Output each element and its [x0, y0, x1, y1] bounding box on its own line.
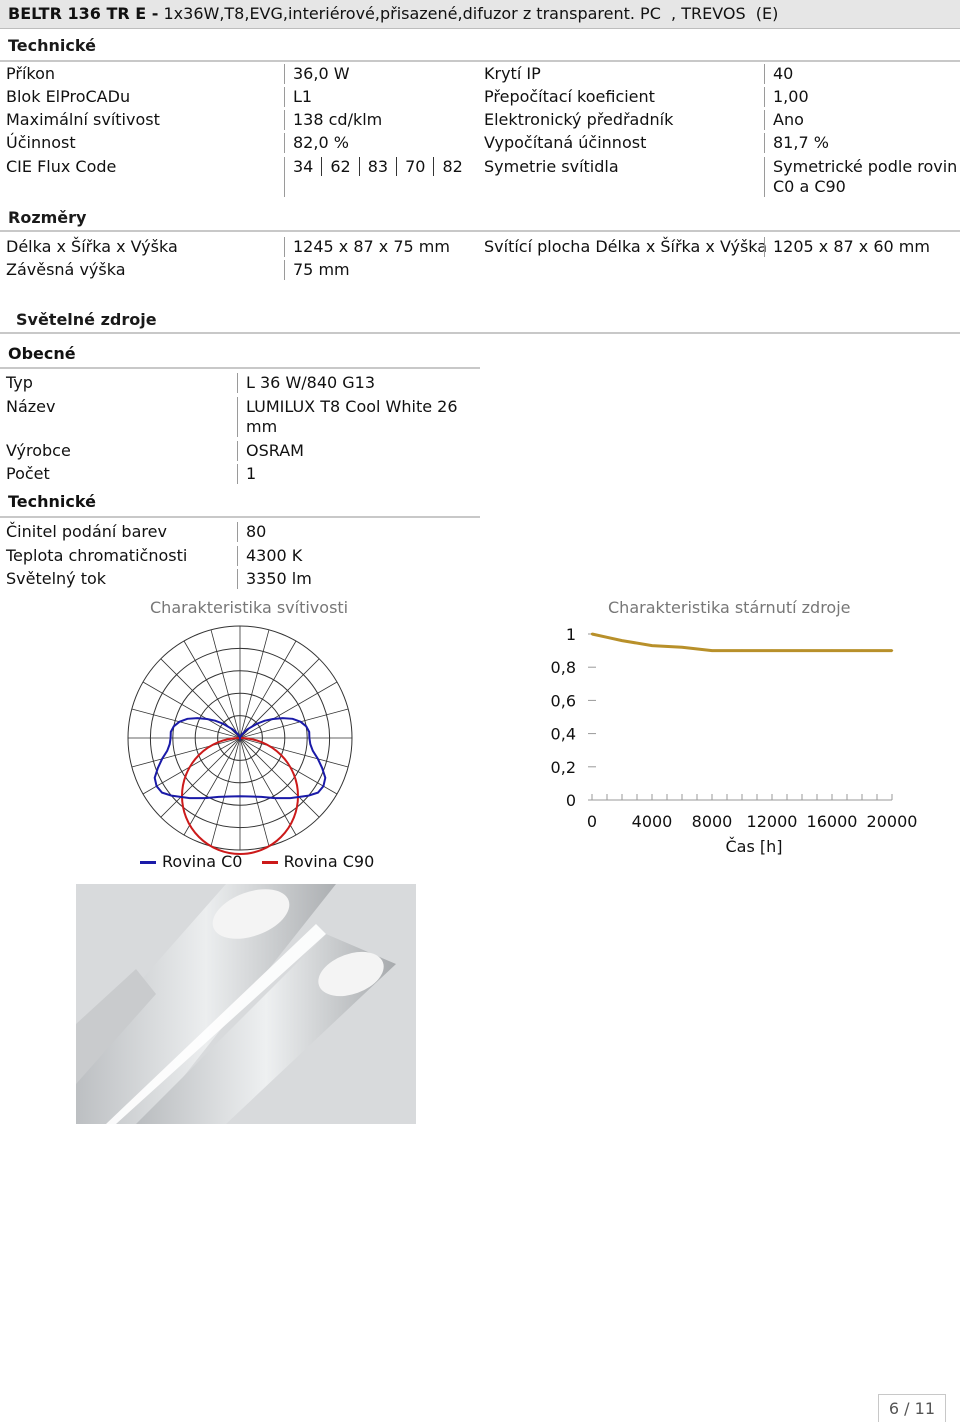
aging-data-point [801, 649, 803, 651]
tech-value: 82,0 % [284, 133, 349, 153]
x-tick-label: 4000 [631, 812, 673, 831]
x-tick-label: 0 [586, 812, 598, 831]
aging-data-point [831, 649, 833, 651]
tech-value: L1 [284, 87, 312, 107]
source-technical-heading: Technické [8, 492, 96, 511]
legend-swatch-c90 [262, 861, 278, 864]
page-number: 6 / 11 [878, 1394, 946, 1422]
source-label: Činitel podání barev [6, 522, 167, 541]
tech-label: Účinnost [6, 133, 76, 152]
flux-code-part: 62 [321, 157, 350, 176]
tech-label: Maximální svítivost [6, 110, 160, 129]
source-label: Počet [6, 464, 50, 483]
source-value: L 36 W/840 G13 [237, 373, 375, 393]
tech-label: Vypočítaná účinnost [484, 133, 647, 152]
section-technical-heading: Technické [8, 36, 96, 55]
source-label: Teplota chromatičnosti [6, 546, 188, 565]
aging-data-point [771, 649, 773, 651]
source-value: 4300 K [237, 546, 302, 566]
flux-code-part: 70 [396, 157, 425, 176]
source-label: Výrobce [6, 441, 71, 460]
source-value: 3350 lm [237, 569, 312, 589]
tech-label: Symetrie svítidla [484, 157, 619, 176]
general-heading: Obecné [8, 344, 76, 363]
divider [0, 332, 960, 334]
aging-data-point [681, 646, 683, 648]
dim-value: 1245 x 87 x 75 mm [284, 237, 450, 257]
section-dimensions-heading: Rozměry [8, 208, 87, 227]
tech-label: CIE Flux Code [6, 157, 117, 176]
y-tick-label: 0,8 [550, 658, 576, 678]
source-value: 80 [237, 522, 266, 542]
source-value: OSRAM [237, 441, 304, 461]
source-label: Typ [6, 373, 33, 392]
x-tick-label: 12000 [746, 812, 798, 831]
aging-chart [540, 620, 920, 860]
aging-data-point [741, 649, 743, 651]
flux-code-part: 82 [433, 157, 462, 176]
aging-data-point [651, 644, 653, 646]
tech-value: Ano [764, 110, 804, 130]
tech-label: Přepočítací koeficient [484, 87, 655, 106]
flux-code-part: 34 [293, 157, 314, 176]
polar-legend [140, 852, 374, 871]
y-tick-label: 1 [565, 625, 576, 644]
legend-label-c0: Rovina C0 [162, 852, 243, 871]
page-header [0, 0, 960, 29]
aging-data-point [861, 649, 863, 651]
aging-data-point [621, 639, 623, 641]
y-tick-label: 0 [565, 791, 576, 810]
polar-chart [120, 620, 360, 860]
tech-label: Elektronický předřadník [484, 110, 674, 129]
flux-code-part: 83 [359, 157, 388, 176]
legend-label-c90: Rovina C90 [283, 852, 375, 871]
tech-value: 1,00 [764, 87, 809, 107]
aging-data-point [591, 633, 593, 635]
legend-swatch-c0 [140, 861, 156, 864]
x-axis-label: Čas [h] [725, 837, 783, 856]
product-photo [76, 884, 416, 1124]
section-light-sources-heading: Světelné zdroje [16, 310, 157, 329]
tech-value: 138 cd/klm [284, 110, 382, 130]
divider [0, 60, 960, 62]
dim-label: Svítící plocha Délka x Šířka x Výška [484, 237, 768, 256]
tech-value: 36,0 W [284, 64, 350, 84]
source-label: Světelný tok [6, 569, 107, 588]
source-value: LUMILUX T8 Cool White 26 mm [237, 397, 471, 437]
x-tick-label: 16000 [806, 812, 858, 831]
source-label: Název [6, 397, 56, 416]
x-tick-label: 8000 [691, 812, 733, 831]
product-code: BELTR 136 TR E - [8, 4, 159, 23]
dim-value: 75 mm [284, 260, 350, 280]
polar-chart-title: Charakteristika svítivosti [150, 598, 349, 617]
aging-data-point [606, 636, 608, 638]
flux-code-value [284, 157, 463, 197]
tech-value: Symetrické podle rovin C0 a C90 [764, 157, 960, 197]
tech-value: 40 [764, 64, 793, 84]
source-value: 1 [237, 464, 256, 484]
tech-label: Blok ElProCADu [6, 87, 131, 106]
y-tick-label: 0,4 [550, 724, 576, 744]
y-tick-label: 0,6 [550, 691, 576, 711]
tech-label: Krytí IP [484, 64, 541, 83]
aging-series-line [592, 634, 892, 651]
dim-value: 1205 x 87 x 60 mm [764, 237, 930, 257]
tech-label: Příkon [6, 64, 56, 83]
divider [0, 230, 960, 232]
aging-chart-title: Charakteristika stárnutí zdroje [608, 598, 851, 617]
x-tick-label: 20000 [866, 812, 918, 831]
dim-label: Délka x Šířka x Výška [6, 237, 178, 256]
dim-label: Závěsná výška [6, 260, 126, 279]
divider [0, 516, 480, 518]
product-description: 1x36W,T8,EVG,interiérové,přisazené,difuzor z transparent. PC , TREVOS (E) [163, 4, 779, 23]
divider [0, 367, 480, 369]
y-tick-label: 0,2 [550, 757, 576, 777]
aging-data-point [891, 649, 893, 651]
aging-data-point [711, 649, 713, 651]
tech-value: 81,7 % [764, 133, 829, 153]
